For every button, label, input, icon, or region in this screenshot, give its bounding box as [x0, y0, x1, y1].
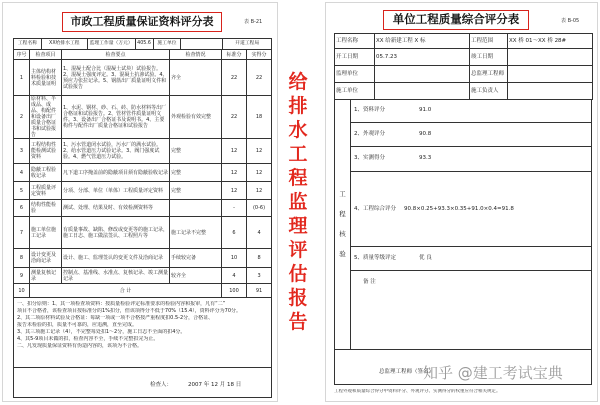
info-label: 施工单位 [335, 83, 375, 100]
inspection-date: 2007 年 12 月 18 日 [188, 381, 242, 388]
scoring-notes [14, 298, 271, 353]
row-points: 1、水泥、钢材、砂、石、砖、防水材料等出厂合格证和试验报告。2、管材管件质量证明文件。3、设备出厂合格证书及说明书。4、主要构件与配件出厂质量合格证和试验报告 [62, 96, 170, 139]
row-actual-score: 18 [247, 96, 272, 139]
left-form-title: 市政工程质量保证资料评分表 [62, 12, 222, 32]
score-section [334, 99, 592, 350]
table-row [14, 217, 272, 249]
info-value [375, 66, 470, 83]
table-row [335, 66, 593, 83]
unit-project-info-table [334, 33, 593, 100]
info-label: 工程范围 [470, 34, 508, 49]
column-header-actual-score: 实得分 [247, 50, 272, 60]
row-item: 施工单位施工记录 [30, 217, 62, 249]
score-item-value: 90.8×0.25+93.3×0.35+91.0×0.4=91.8 [404, 205, 514, 212]
row-points: 控制点、基准线、水准点、复核记录、竣工测量记录 [63, 269, 169, 282]
table-row [14, 182, 272, 200]
info-label: 总监理工程师 [470, 66, 508, 83]
row-item: 原材料、半成品、成品、构配件和设备出厂质量合格证书和试验报告 [30, 96, 62, 139]
remark-label: 备 注 [363, 279, 376, 286]
row-points: 测试、处理、结果及时、有效检测资料等 [62, 200, 170, 217]
row-item: 工程质量评定资料 [30, 182, 62, 200]
row-item: 测量复核记录 [30, 268, 62, 284]
table-row [14, 268, 272, 284]
info-label: 工程名称 [335, 34, 375, 49]
row-status: 较齐全 [170, 268, 222, 284]
right-form-footnote: 工程外观和质量综合得分中资料评分、外观评分、实测得分的权重应符合相关规定。 [334, 389, 501, 394]
column-header-status: 检查情况 [170, 50, 222, 60]
total-label: 合 计 [30, 284, 222, 298]
section-label-column [335, 99, 351, 349]
info-label: 监理单位 [335, 66, 375, 83]
column-header-item: 检查项目 [30, 50, 62, 60]
score-items [351, 99, 591, 349]
row-item: 主体结构材料检验和技术质量证明 [30, 60, 62, 96]
row-actual-score: 8 [247, 249, 272, 268]
score-item-value: 91.0 [419, 106, 432, 113]
project-info-cells [14, 39, 271, 49]
note-line: 二、凡发现质量保证资料有伪造内容的，该项为不合格。 [17, 343, 143, 349]
score-item-row [351, 123, 591, 147]
info-value: 05.7.23 [375, 49, 470, 66]
score-item-value: 90.8 [419, 130, 432, 137]
column-header-points: 检查要点 [62, 50, 170, 60]
signature-cell [14, 368, 272, 398]
table-row [335, 34, 593, 49]
row-status: 完整 [170, 139, 222, 164]
watermark: 知乎 @建工考试宝典 [423, 364, 563, 382]
notes-row [14, 298, 272, 368]
row-status: 外观检验有效完整 [170, 96, 222, 139]
row-points: 分项、分部、单位（单体）工程质量评定资料 [62, 182, 170, 200]
note-line: 2、其二项原材料试验及合格证：每缺一项或一项不合格按严重程度扣0.5-2分，合格证、 [17, 315, 214, 321]
row-no: 3 [14, 139, 30, 164]
row-actual-score: (0-6) [247, 200, 272, 217]
row-standard-score: 22 [222, 60, 247, 96]
row-standard-score: 12 [222, 139, 247, 164]
inspector-label: 检查人： [150, 381, 173, 388]
score-item-value: 优 良 [419, 255, 432, 262]
note-line: 一、扣分原则：1、其一项检查项资料：按质量检验评定标准要求的检验内容和报审，凡有“二” [17, 301, 226, 307]
row-no: 8 [14, 249, 30, 268]
score-item-label: 4、工程综合评分 [354, 205, 396, 212]
workload-value: 405.6 [136, 39, 154, 49]
info-value: XX 桥 01～XX 桥 28# [508, 34, 593, 49]
score-item-label: 2、外观评分 [354, 130, 385, 137]
info-label: 施工负责人 [470, 83, 508, 100]
info-label: 竣工日期 [470, 49, 508, 66]
row-standard-score: 6 [222, 217, 247, 249]
row-status: 施工记录不完整 [170, 217, 222, 249]
info-value [508, 83, 593, 100]
note-line: 4、其5-9项目未做的扣，检查内容不全，手续不完整扣完为止。 [17, 336, 159, 342]
left-form-number: 表 B-21 [244, 19, 263, 25]
row-no: 1 [14, 60, 30, 96]
score-item-label: 5、质量等级评定 [354, 255, 396, 262]
row-standard-score: 12 [222, 164, 247, 182]
total-no: 10 [14, 284, 30, 298]
row-standard-score: 4 [222, 268, 247, 284]
contractor-label: 施工单位 [154, 39, 182, 49]
signature-row [14, 368, 272, 398]
row-points: 1、混凝土配合比（混凝土试块）试验报告。2、混凝土强度评定。3、混凝土抗渗试验。4、预应力张拉记录。5、钢筋出厂质量证明文件和试验报告 [62, 60, 170, 96]
row-actual-score: 22 [247, 60, 272, 96]
inspector-signature-line [14, 369, 271, 397]
row-standard-score: - [222, 200, 247, 217]
table-row [14, 200, 272, 217]
row-standard-score: 22 [222, 96, 247, 139]
remark-row [351, 271, 591, 349]
info-value [508, 66, 593, 83]
table-row [14, 139, 272, 164]
info-value [508, 49, 593, 66]
total-actual-score: 91 [247, 284, 272, 298]
quality-assurance-score-table [13, 38, 272, 398]
row-item: 结构性能检验 [30, 200, 62, 217]
project-name-label: 工程名称 [14, 39, 42, 49]
score-item-row [351, 172, 591, 248]
signature-label: 总监理工程师（签名） [379, 369, 435, 375]
column-header-row [14, 50, 272, 60]
row-status: 完整 [170, 182, 222, 200]
score-item-row [351, 147, 591, 172]
notes-cell [14, 298, 272, 368]
row-points: 凡下道工序掩盖前的隐蔽项目须有隐蔽验收记录 [62, 164, 170, 182]
contractor-extra-value: 开道工程局 [235, 41, 260, 46]
column-header-standard-score: 标准分 [222, 50, 247, 60]
table-row [14, 249, 272, 268]
row-status: 齐全 [170, 60, 222, 96]
table-row [14, 164, 272, 182]
project-info-cell [14, 39, 272, 50]
row-no: 7 [14, 217, 30, 249]
row-no: 9 [14, 268, 30, 284]
row-status [170, 200, 222, 217]
table-row [335, 49, 593, 66]
column-header-no: 序号 [14, 50, 30, 60]
row-points: 设计、施工、监理签认的变更文件及洽商记录 [62, 249, 170, 268]
row-no: 2 [14, 96, 30, 139]
section-vertical-label: 工程核验 [339, 190, 346, 258]
table-row [14, 60, 272, 96]
note-line: 项目不合格者，该检查项目按标准分的1%扣分，但该项得分不低于70%（15.4），资料评分为70分。 [17, 308, 242, 314]
row-no: 4 [14, 164, 30, 182]
score-item-row [351, 247, 591, 271]
total-standard-score: 100 [222, 284, 247, 298]
row-actual-score: 3 [247, 268, 272, 284]
row-standard-score: 12 [222, 182, 247, 200]
contractor-value [181, 39, 223, 49]
right-form-title: 单位工程质量综合评分表 [383, 10, 529, 30]
row-no: 5 [14, 182, 30, 200]
row-status: 完整 [170, 164, 222, 182]
right-form-number: 表 B-05 [561, 18, 580, 24]
row-actual-score: 12 [247, 139, 272, 164]
row-status: 手续较完备 [170, 249, 222, 268]
table-row [335, 83, 593, 100]
info-label: 开工日期 [335, 49, 375, 66]
score-item-label: 1、资料评分 [354, 106, 385, 113]
row-item: 隐蔽工程验收记录 [30, 164, 62, 182]
project-info-row [14, 39, 272, 50]
table-row [14, 96, 272, 139]
project-name-value: XX给排水工程 [42, 39, 88, 49]
row-actual-score: 12 [247, 182, 272, 200]
score-item-value: 93.3 [419, 155, 432, 162]
row-item: 工程结构性能检测试验资料 [30, 139, 62, 164]
row-no: 6 [14, 200, 30, 217]
info-value [375, 83, 470, 100]
row-actual-score: 4 [247, 217, 272, 249]
note-line: 报告未检验的扣，质量不可靠的，应追溯，直至完成。 [17, 322, 138, 328]
report-caption: 给排水工程监理评估报告 [288, 71, 308, 333]
row-points: 有质量事故、缺陷、修改或变更等的施工记录，施工日志、施工做法签认、工程照片等 [62, 217, 170, 249]
score-item-label: 3、实测得分 [354, 155, 385, 162]
info-value: XX 给新建工程 X 标 [375, 34, 470, 49]
score-item-row [351, 99, 591, 123]
row-actual-score: 12 [247, 164, 272, 182]
total-row [14, 284, 272, 298]
row-points: 1、污水管道闭水试验，污水厂的满水试验。2、给水管道压力试验记录。3、阀门强度试验。4、燃气管道压力试验。 [62, 139, 170, 164]
row-standard-score: 10 [222, 249, 247, 268]
note-line: 3、其三项施工记录（4），不完整每处扣1～2分，施工日志不全面的扣4分。 [17, 329, 186, 335]
workload-label: 监理工作量（万元） [88, 39, 136, 49]
row-item: 设计变更及洽商记录 [30, 249, 62, 268]
